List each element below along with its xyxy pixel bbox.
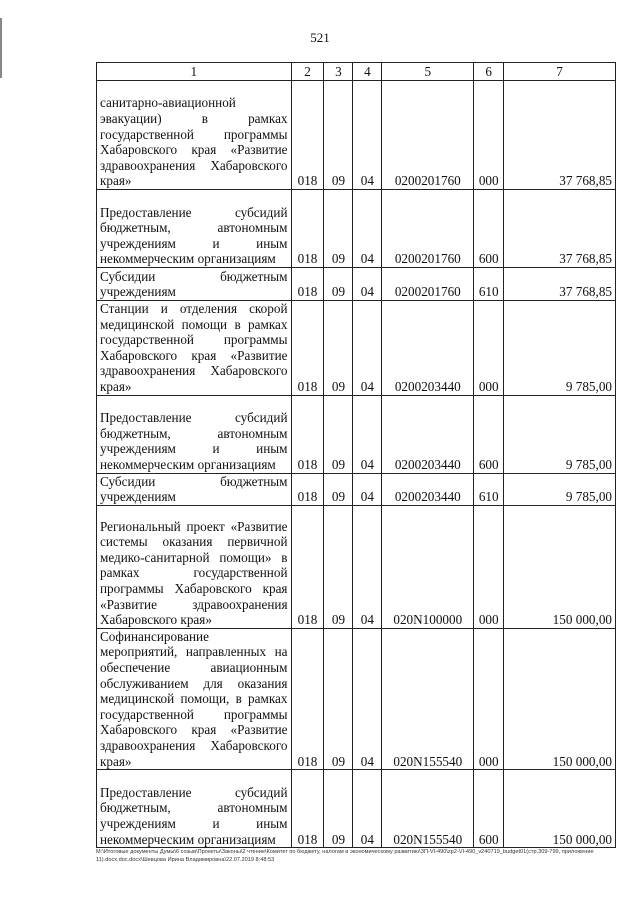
row-ministry: 018: [291, 473, 324, 505]
header-col-3: 3: [324, 63, 353, 81]
row-section: 09: [324, 505, 353, 628]
row-target-article: 0200201760: [382, 81, 474, 190]
row-target-article: 0200203440: [382, 395, 474, 473]
row-ministry: 018: [291, 770, 324, 848]
row-subsection: 04: [353, 301, 382, 396]
row-subsection: 04: [353, 81, 382, 190]
row-expense-type: 000: [474, 628, 504, 769]
row-ministry: 018: [291, 301, 324, 396]
table-row: [97, 505, 616, 628]
table-row: [97, 395, 616, 473]
table-row: [97, 268, 616, 301]
document-path-footer: M:\Итоговые документы Думы\6 созыв\Проекты\Законы\2 чтение\Комитет по бюджету, налогам и экономическому развитию\ЗП-VI-490\zp2-VI-490_v240719_budget01(стр.309-799, приложение 11).docx.doc.docx\Шевцова Ирина Владимировна\22.07.2019 8:48:53: [96, 849, 594, 863]
table-row: [97, 770, 616, 848]
row-amount: 9 785,00: [504, 395, 616, 473]
row-section: 09: [324, 473, 353, 505]
row-section: 09: [324, 395, 353, 473]
row-name: Субсидии бюджетным учреждениям: [97, 268, 292, 301]
table-row: [97, 473, 616, 505]
header-col-1: 1: [97, 63, 292, 81]
row-ministry: 018: [291, 505, 324, 628]
row-amount: 150 000,00: [504, 628, 616, 769]
header-col-4: 4: [353, 63, 382, 81]
row-ministry: 018: [291, 628, 324, 769]
table-row: [97, 190, 616, 268]
row-subsection: 04: [353, 190, 382, 268]
row-subsection: 04: [353, 268, 382, 301]
row-ministry: 018: [291, 395, 324, 473]
row-target-article: 0200201760: [382, 268, 474, 301]
table-row: [97, 81, 616, 190]
row-subsection: 04: [353, 628, 382, 769]
row-name: Региональный проект «Развитие системы оказания первичной медико-санитарной помощи» в рамках государственной программы Хабаровского края «Развитие здравоохранения Хабаровского края»: [97, 505, 292, 628]
row-expense-type: 000: [474, 505, 504, 628]
row-section: 09: [324, 268, 353, 301]
row-amount: 9 785,00: [504, 473, 616, 505]
row-expense-type: 610: [474, 473, 504, 505]
row-name: Субсидии бюджетным учреждениям: [97, 473, 292, 505]
row-name: Софинансирование мероприятий, направленных на обеспечение авиационным обслуживанием для оказания медицинской помощи, в рамках государственной программы Хабаровского края «Развитие здравоохранения Хабаровского края»: [97, 628, 292, 769]
row-target-article: 0200203440: [382, 301, 474, 396]
row-target-article: 020N155540: [382, 770, 474, 848]
row-subsection: 04: [353, 473, 382, 505]
row-expense-type: 000: [474, 301, 504, 396]
row-section: 09: [324, 81, 353, 190]
page-number: 521: [310, 30, 330, 45]
budget-table: [96, 62, 616, 848]
header-col-5: 5: [382, 63, 474, 81]
row-expense-type: 600: [474, 190, 504, 268]
row-target-article: 0200201760: [382, 190, 474, 268]
table-row: [97, 301, 616, 396]
header-col-7: 7: [504, 63, 616, 81]
row-expense-type: 600: [474, 770, 504, 848]
row-ministry: 018: [291, 81, 324, 190]
header-col-6: 6: [474, 63, 504, 81]
row-amount: 37 768,85: [504, 190, 616, 268]
row-subsection: 04: [353, 505, 382, 628]
row-expense-type: 610: [474, 268, 504, 301]
table-row: [97, 628, 616, 769]
row-target-article: 0200203440: [382, 473, 474, 505]
left-margin-mark: [0, 18, 2, 78]
row-amount: 150 000,00: [504, 505, 616, 628]
row-name: Предоставление субсидий бюджетным, автономным учреждениям и иным некоммерческим организациям: [97, 395, 292, 473]
row-subsection: 04: [353, 770, 382, 848]
row-expense-type: 600: [474, 395, 504, 473]
row-amount: 150 000,00: [504, 770, 616, 848]
row-amount: 37 768,85: [504, 81, 616, 190]
header-col-2: 2: [291, 63, 324, 81]
row-section: 09: [324, 770, 353, 848]
row-name: санитарно-авиационной эвакуации) в рамках государственной программы Хабаровского края «Развитие здравоохранения Хабаровского края»: [97, 81, 292, 190]
table-header-row: [97, 63, 616, 81]
row-subsection: 04: [353, 395, 382, 473]
row-name: Предоставление субсидий бюджетным, автономным учреждениям и иным некоммерческим организациям: [97, 770, 292, 848]
row-ministry: 018: [291, 268, 324, 301]
row-ministry: 018: [291, 190, 324, 268]
row-expense-type: 000: [474, 81, 504, 190]
row-target-article: 020N100000: [382, 505, 474, 628]
row-section: 09: [324, 301, 353, 396]
row-target-article: 020N155540: [382, 628, 474, 769]
row-amount: 9 785,00: [504, 301, 616, 396]
row-amount: 37 768,85: [504, 268, 616, 301]
row-name: Предоставление субсидий бюджетным, автономным учреждениям и иным некоммерческим организациям: [97, 190, 292, 268]
row-section: 09: [324, 190, 353, 268]
row-section: 09: [324, 628, 353, 769]
row-name: Станции и отделения скорой медицинской помощи в рамках государственной программы Хабаровского края «Развитие здравоохранения Хабаровского края»: [97, 301, 292, 396]
